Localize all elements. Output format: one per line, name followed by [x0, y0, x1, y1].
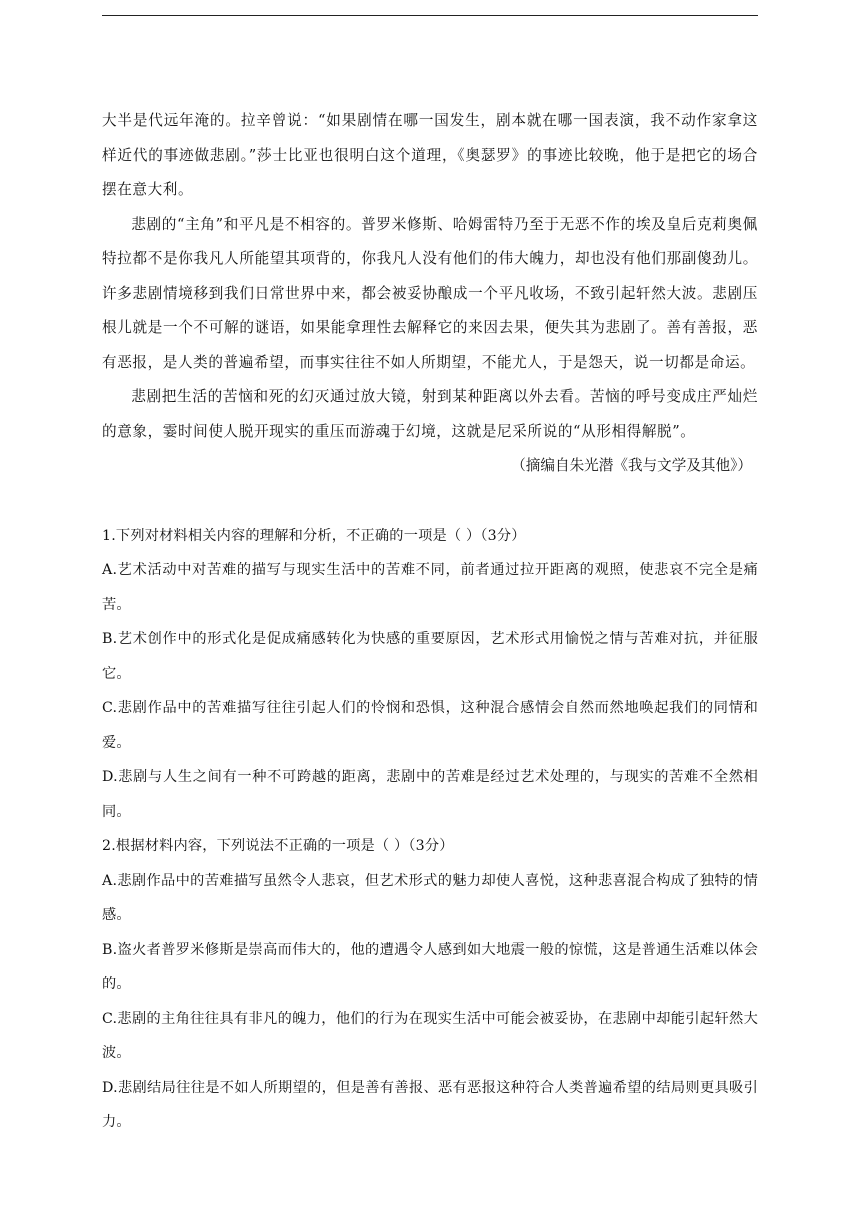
answer-option-c: C.悲剧的主角往往具有非凡的魄力，他们的行为在现实生活中可能会被妥协，在悲剧中却能引起轩然大波。 [102, 1010, 758, 1061]
passage-paragraph-2: 悲剧的“主角”和平凡是不相容的。普罗米修斯、哈姆雷特乃至于无恶不作的埃及皇后克莉奥佩特拉都不是你我凡人所能望其项背的，你我凡人没有他们的伟大魄力，却也没有他们那副傻劲儿。许多悲剧情境移到我们日常世界中来，都会被妥协酿成一个平凡收场，不致引起轩然大波。悲剧压根儿就是一个不可解的谜语，如果能拿理性去解释它的来因去果，便失其为悲剧了。善有善报，恶有恶报，是人类的普遍希望，而事实往往不如人所期望，不能尤人，于是怨天，说一切都是命运。 [102, 215, 758, 371]
question-stem: 2.根据材料内容，下列说法不正确的一项是（ ）（3分） [102, 838, 454, 854]
question-list [102, 519, 758, 1140]
question-1 [102, 519, 758, 830]
passage-paragraph-1: 大半是代远年淹的。拉辛曾说：“如果剧情在哪一国发生，剧本就在哪一国表演，我不动作家拿这样近代的事迹做悲剧。”莎士比亚也很明白这个道理，《奥瑟罗》的事迹比较晚，他于是把它的场合摆在意大利。 [102, 112, 758, 198]
answer-option-b: B.艺术创作中的形式化是促成痛感转化为快感的重要原因，艺术形式用愉悦之情与苦难对抗，并征服它。 [102, 631, 758, 682]
answer-option-a: A.悲剧作品中的苦难描写虽然令人悲哀，但艺术形式的魅力却使人喜悦，这种悲喜混合构成了独特的情感。 [102, 872, 758, 923]
answer-option-d: D.悲剧结局往往是不如人所期望的，但是善有善报、恶有恶报这种符合人类普遍希望的结局则更具吸引力。 [102, 1079, 758, 1130]
document-body [102, 104, 758, 1140]
answer-option-c: C.悲剧作品中的苦难描写往往引起人们的怜悯和恐惧，这种混合感情会自然而然地唤起我们的同情和爱。 [102, 700, 758, 751]
passage-source: （摘编自朱光潜《我与文学及其他》） [511, 457, 752, 474]
answer-option-a: A.艺术活动中对苦难的描写与现实生活中的苦难不同，前者通过拉开距离的观照，使悲哀不完全是痛苦。 [102, 562, 758, 613]
question-2 [102, 829, 758, 1140]
answer-option-b: B.盗火者普罗米修斯是崇高而伟大的，他的遭遇令人感到如大地震一般的惊慌，这是普通生活难以体会的。 [102, 941, 758, 992]
passage-paragraph-3: 悲剧把生活的苦恼和死的幻灭通过放大镜，射到某种距离以外去看。苦恼的呼号变成庄严灿烂的意象，霎时间使人脱开现实的重压而游魂于幻境，这就是尼采所说的“从形相得解脱”。 [102, 388, 758, 440]
question-stem: 1.下列对材料相关内容的理解和分析，不正确的一项是（ ）（3分） [102, 527, 526, 544]
reading-passage [102, 104, 758, 484]
header-rule [102, 15, 758, 16]
answer-option-d: D.悲剧与人生之间有一种不可跨越的距离，悲剧中的苦难是经过艺术处理的，与现实的苦难不全然相同。 [102, 769, 758, 820]
